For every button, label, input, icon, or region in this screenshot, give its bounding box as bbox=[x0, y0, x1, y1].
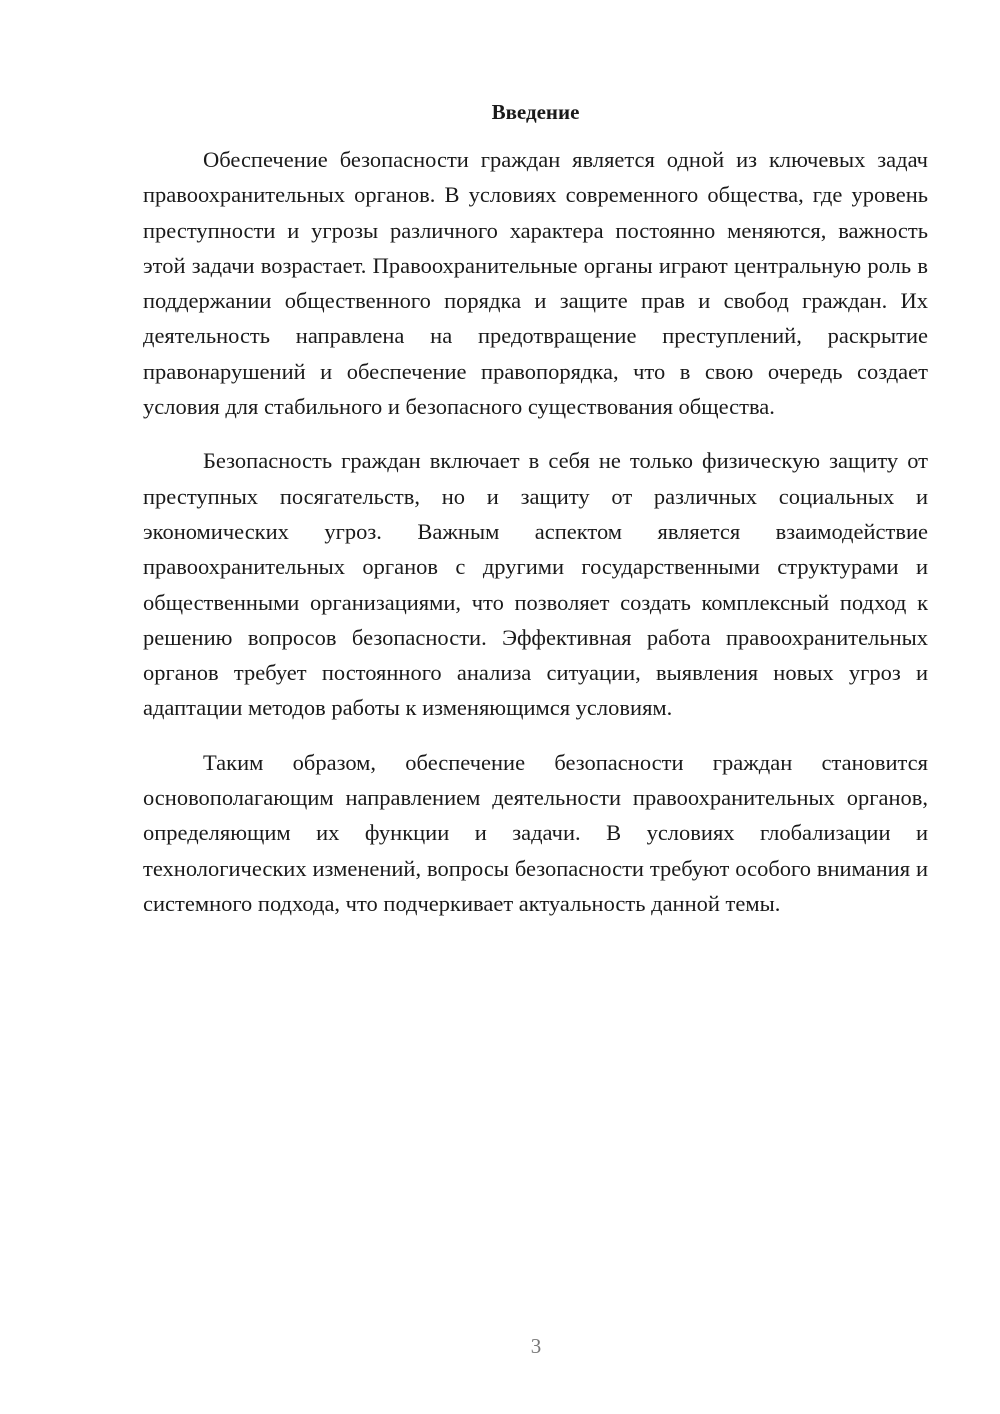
paragraph-2: Безопасность граждан включает в себя не только физическую защиту от преступных посягательств, но и защиту от различных социальных и экономических угроз. Важным аспектом является взаимодействие правоохранительных органов с другими государственными структурами и общественными организациями, что позволяет создать комплексный подход к решению вопросов безопасности. Эффективная работа правоохранительных органов требует постоянного анализа ситуации, выявления новых угроз и адаптации методов работы к изменяющимся условиям. bbox=[143, 448, 928, 721]
body-text bbox=[143, 142, 928, 940]
page-number: 3 bbox=[530, 1334, 542, 1358]
section-title: Введение bbox=[491, 100, 580, 124]
paragraph-1: Обеспечение безопасности граждан является одной из ключевых задач правоохранительных органов. В условиях современного общества, где уровень преступности и угрозы различного характера постоянно меняются, важность этой задачи возрастает. Правоохранительные органы играют центральную роль в поддержании общественного порядка и защите прав и свобод граждан. Их деятельность направлена на предотвращение преступлений, раскрытие правонарушений и обеспечение правопорядка, что в свою очередь создает условия для стабильного и безопасного существования общества. bbox=[143, 147, 928, 420]
paragraph-3: Таким образом, обеспечение безопасности граждан становится основополагающим направлением деятельности правоохранительных органов, определяющим их функции и задачи. В условиях глобализации и технологических изменений, вопросы безопасности требуют особого внимания и системного подхода, что подчеркивает актуальность данной темы. bbox=[143, 749, 928, 916]
